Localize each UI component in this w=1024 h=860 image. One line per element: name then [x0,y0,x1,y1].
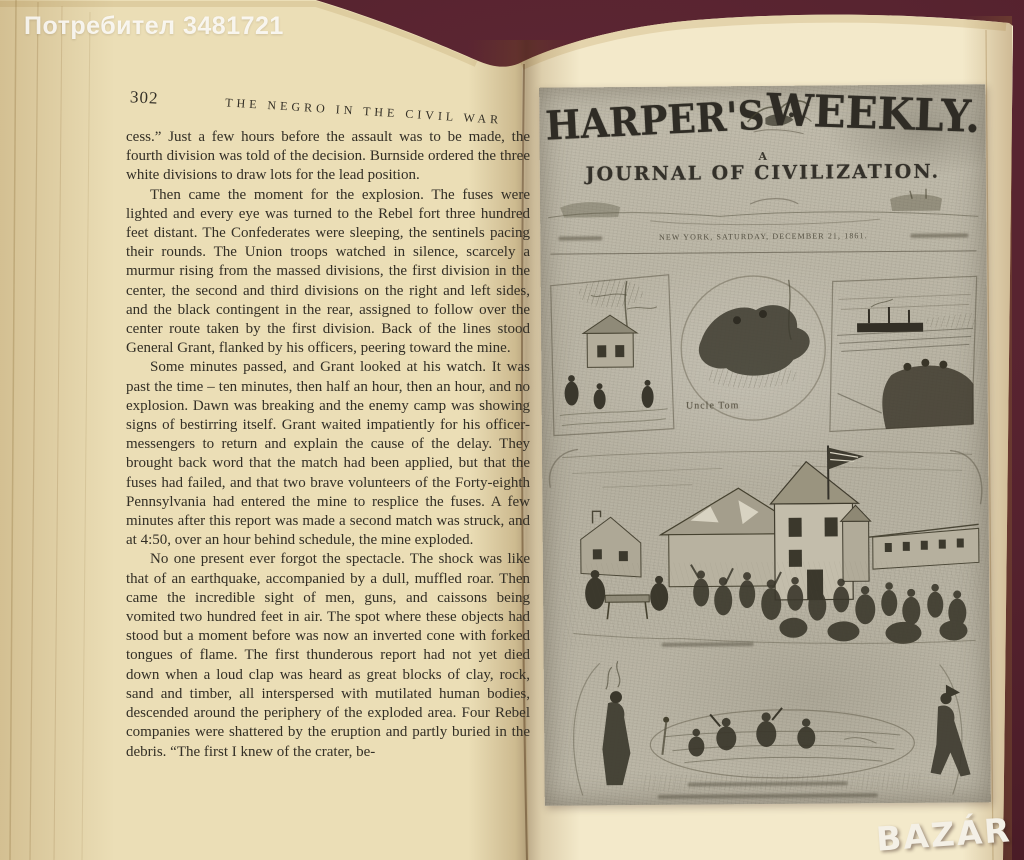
vignettes-top-engraving [541,262,988,443]
caption-smudge [662,642,754,647]
masthead-divider [550,250,976,254]
price-smudge [910,233,968,237]
masthead-engraving [540,184,986,234]
dateline-row [540,230,986,248]
bazar-logo: BAZÁR [875,810,1014,859]
left-page [126,86,530,762]
harpers-weekly-plate [539,84,991,805]
masthead-weekly: WEEKLY. [765,83,982,143]
subtitle-journal: JOURNAL OF CIVILIZATION. [585,160,941,186]
page-number: 302 [129,87,160,108]
running-title: THE NEGRO IN THE CIVIL WAR [224,95,503,127]
paragraph: No one present ever forgot the spectacle. The shock was like that of an earthquake, accompanied by a dull, muffled roar. Then came the incredible sight of men, guns, and caissons being vomited two hundred feet in air. The spot where these objects had stood but a moment before was now an inverted cone with forked tongues of flame. The first thunderous report had not yet died down when a loud clap was heard as great blocks of clay, rock, sand and timber, all interspersed with mutilated human bodies, descended around the periphery of the exploded area. Four Rebel companies were shattered by the eruption and partly buried in the debris. “The first I knew of the crater, be- [126,551,530,760]
watermark-username: Потребител 3481721 [24,12,284,40]
main-scene-engraving [542,440,990,655]
paragraph: cess.” Just a few hours before the assault was to be made, the fourth division was told of the decision. Burnside ordered the three white divisions to draw lots for the lead position. [126,129,530,184]
paragraph: Then came the moment for the explosion. The fuses were lighted and every eye was turned to the Rebel fort three hundred feet distant. The Confederates were sleeping, the sentinels pacing their rounds. The Union troops watched in silence, scarcely a murmur rising from the massed divisions, the first division in the center, the second and third divisions on the right and left sides, and the black contingent in the rear, assigned to follow over the center route taken by the first division. Back of the lines stood General Grant, flanked by his officers, peering toward the mine. [126,186,530,357]
uncle-tom-caption: Uncle Tom [685,400,740,412]
page-header [126,86,530,127]
masthead-harpers: HARPER'S [544,91,766,150]
subtitle-a: A [758,149,768,164]
paragraph: Some minutes passed, and Grant looked at his watch. It was past the time – ten minutes, then half an hour, then an hour, and no explosion. Dawn was breaking and the enemy camp was showing signs of bestirring itself. Grant waited impatiently for his officer-messengers to return and explain the cause of the delay. They brought back word that the match had been applied, but that the fuses had failed, and that two brave volunteers of the Forty-eighth Pennsylvania had entered the mine to resplice the fuses. A few minutes after this report was made a second match was struck, and at 4:50, over an hour behind schedule, the mine exploded. [126,359,530,549]
dateline: NEW YORK, SATURDAY, DECEMBER 21, 1861. [658,231,868,242]
body-text [126,128,530,762]
